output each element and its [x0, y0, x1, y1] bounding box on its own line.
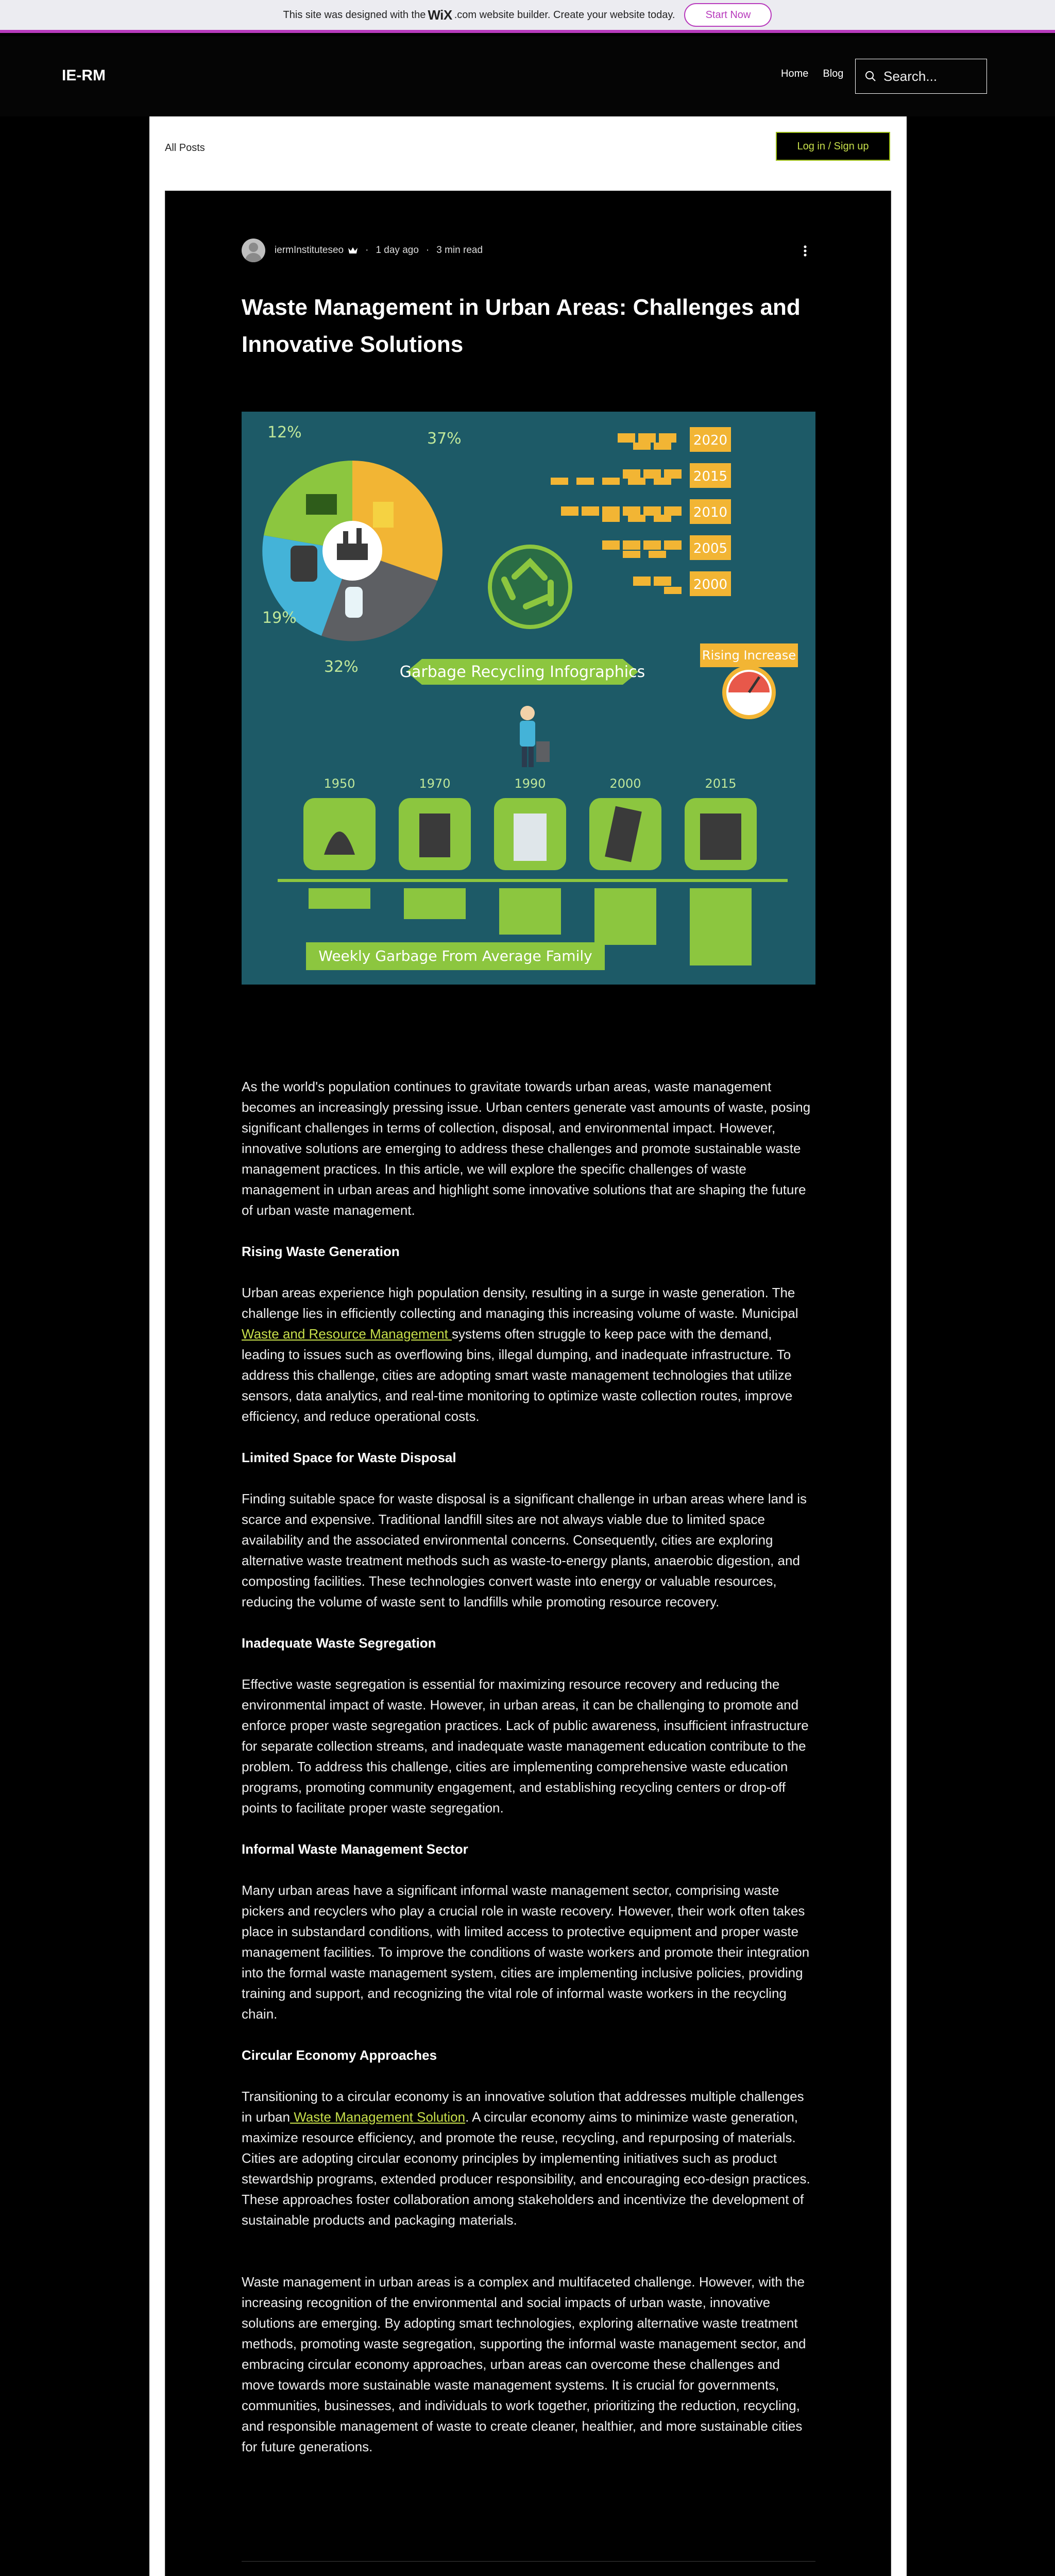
- percent-label-1: 12%: [267, 423, 302, 442]
- year-label-3: 2010: [693, 505, 728, 520]
- bin-year-label-2: 1970: [419, 776, 451, 791]
- banner-text-after: .com website builder. Create your website today.: [454, 9, 675, 21]
- infographic-caption: Weekly Garbage From Average Family: [318, 947, 592, 964]
- read-time: 3 min read: [436, 245, 483, 256]
- meta-separator: ·: [365, 245, 369, 256]
- post-card: [165, 191, 891, 2576]
- admin-crown-icon: [348, 246, 358, 255]
- section-heading-limited-space: Limited Space for Waste Disposal: [242, 1450, 456, 1465]
- paragraph-segregation: Effective waste segregation is essential for maximizing resource recovery and reducing the environmental impact of waste. However, in urban areas, it can be challenging to promote and enforce proper waste segregation practices. Lack of public awareness, insufficient infrastructure for separate collection streams, and inadequate waste management education contribute to the problem. To address this challenge, cities are implementing comprehensive waste education programs, promoting community engagement, and establishing recycling centers or drop-off points to facilitate proper waste segregation.: [242, 1676, 809, 1816]
- year-label-1: 2020: [693, 433, 728, 448]
- nav-home[interactable]: Home: [781, 68, 809, 79]
- paragraph-circular-economy: [242, 2086, 815, 2230]
- infographic-svg: [242, 412, 815, 985]
- wix-logo[interactable]: WiX: [428, 7, 452, 23]
- percent-label-3: 19%: [262, 609, 297, 627]
- post-meta: [242, 239, 483, 262]
- all-posts-link[interactable]: All Posts: [165, 142, 205, 154]
- more-options-icon[interactable]: [803, 245, 807, 257]
- bin-year-label-4: 2000: [609, 776, 641, 791]
- paragraph-text: systems often struggle to keep pace with the demand, leading to issues such as overflowing bins, illegal dumping, and inadequate infrastructure. To address this challenge, cities are adopting smart waste management technologies that utilize sensors, data analytics, and real-time monitoring to optimize waste collection routes, improve efficiency, and reduce operational costs.: [242, 1326, 793, 1424]
- percent-label-4: 32%: [324, 658, 359, 676]
- section-heading-segregation: Inadequate Waste Segregation: [242, 1635, 436, 1651]
- meta-separator: ·: [426, 245, 430, 256]
- site-header: [0, 36, 1055, 116]
- intro-paragraph: As the world's population continues to gravitate towards urban areas, waste management becomes an increasingly pressing issue. Urban centers generate vast amounts of waste, posing significant challenges in terms of collection, disposal, and environmental impact. However, innovative solutions are emerging to address these challenges and promote sustainable waste management practices. In this article, we will explore the specific challenges of waste management in urban areas and highlight some innovative solutions that are shaping the future of urban waste management.: [242, 1079, 811, 1218]
- spacer: [242, 2251, 815, 2272]
- paragraph-limited-space: Finding suitable space for waste disposal is a significant challenge in urban areas where land is scarce and expensive. Traditional landfill sites are not always viable due to limited space availability and the associated environmental concerns. Consequently, cities are exploring alternative waste treatment methods such as waste-to-energy plants, anaerobic digestion, and composting facilities. These technologies convert waste into energy or valuable resources, reducing the volume of waste sent to landfills while promoting resource recovery.: [242, 1491, 807, 1609]
- main-nav: [781, 68, 843, 80]
- conclusion-paragraph: Waste management in urban areas is a complex and multifaceted challenge. However, with the increasing recognition of the environmental and social impacts of urban waste, innovative solutions are emerging. By adopting smart technologies, exploring alternative waste treatment methods, promoting waste segregation, supporting the informal waste management sector, and embracing circular economy approaches, urban areas can overcome these challenges and move towards more sustainable waste management systems. It is crucial for governments, communities, businesses, and individuals to work together, prioritizing the reduction, recycling, and responsible management of waste to create cleaner, healthier, and more sustainable cities for future generations.: [242, 2274, 806, 2454]
- paragraph-text: Transitioning to a circular economy is an innovative solution that addresses multiple challenges in urban: [242, 2089, 804, 2125]
- infographic-image: [242, 412, 815, 985]
- publish-date: 1 day ago: [376, 245, 419, 256]
- avatar[interactable]: [242, 239, 265, 262]
- waste-resource-management-link[interactable]: Waste and Resource Management: [242, 1326, 452, 1342]
- bin-year-label-5: 2015: [705, 776, 737, 791]
- paragraph-text: . A circular economy aims to minimize waste generation, maximize resource efficiency, and promote the reuse, recycling, and repurposing of materials. Cities are adopting circular economy principles by implementing initiatives such as product stewardship programs, extended producer responsibility, and encouraging eco-design practices. These approaches foster collaboration among stakeholders and incentivize the development of sustainable products and packaging materials.: [242, 2109, 810, 2228]
- start-now-button[interactable]: Start Now: [684, 3, 772, 27]
- wix-promo-banner: [0, 0, 1055, 33]
- nav-blog[interactable]: Blog: [823, 68, 844, 79]
- percent-label-2: 37%: [427, 430, 462, 448]
- post-title: Waste Management in Urban Areas: Challenges and Innovative Solutions: [242, 295, 801, 357]
- search-input[interactable]: [855, 59, 987, 94]
- bin-year-label-1: 1950: [324, 776, 355, 791]
- paragraph-text: Urban areas experience high population density, resulting in a surge in waste generation. The challenge lies in efficiently collecting and managing this increasing volume of waste. Municipal: [242, 1285, 798, 1321]
- waste-management-solution-link[interactable]: Waste Management Solution: [290, 2109, 466, 2125]
- infographic-title: Garbage Recycling Infographics: [399, 663, 645, 681]
- bin-year-label-3: 1990: [514, 776, 546, 791]
- year-label-4: 2005: [693, 541, 728, 556]
- section-heading-informal-sector: Informal Waste Management Sector: [242, 1841, 468, 1857]
- year-label-2: 2015: [693, 469, 728, 484]
- login-signup-button[interactable]: Log in / Sign up: [776, 132, 890, 161]
- banner-text-before: This site was designed with the: [283, 9, 426, 21]
- section-heading-rising-waste: Rising Waste Generation: [242, 1244, 400, 1259]
- search-icon: [865, 71, 876, 82]
- post-body: [242, 1076, 815, 2478]
- author-name[interactable]: iermInstituteseo: [275, 245, 344, 256]
- rising-increase-label: Rising Increase: [702, 648, 796, 663]
- site-logo[interactable]: IE-RM: [62, 67, 106, 84]
- paragraph-informal-sector: Many urban areas have a significant informal waste management sector, comprising waste pickers and recyclers who play a crucial role in waste recovery. However, their work often takes place in substandard conditions, with limited access to protective equipment and proper waste management facilities. To improve the conditions of waste workers and promote their integration into the formal waste management system, cities are implementing inclusive policies, providing training and support, and recognizing the vital role of informal waste workers in the recycling chain.: [242, 1883, 810, 2022]
- year-label-5: 2000: [693, 577, 728, 592]
- search-placeholder: Search...: [883, 68, 938, 84]
- section-heading-circular-economy: Circular Economy Approaches: [242, 2047, 437, 2063]
- paragraph-rising-waste: [242, 1282, 815, 1427]
- share-bar: [242, 2561, 815, 2576]
